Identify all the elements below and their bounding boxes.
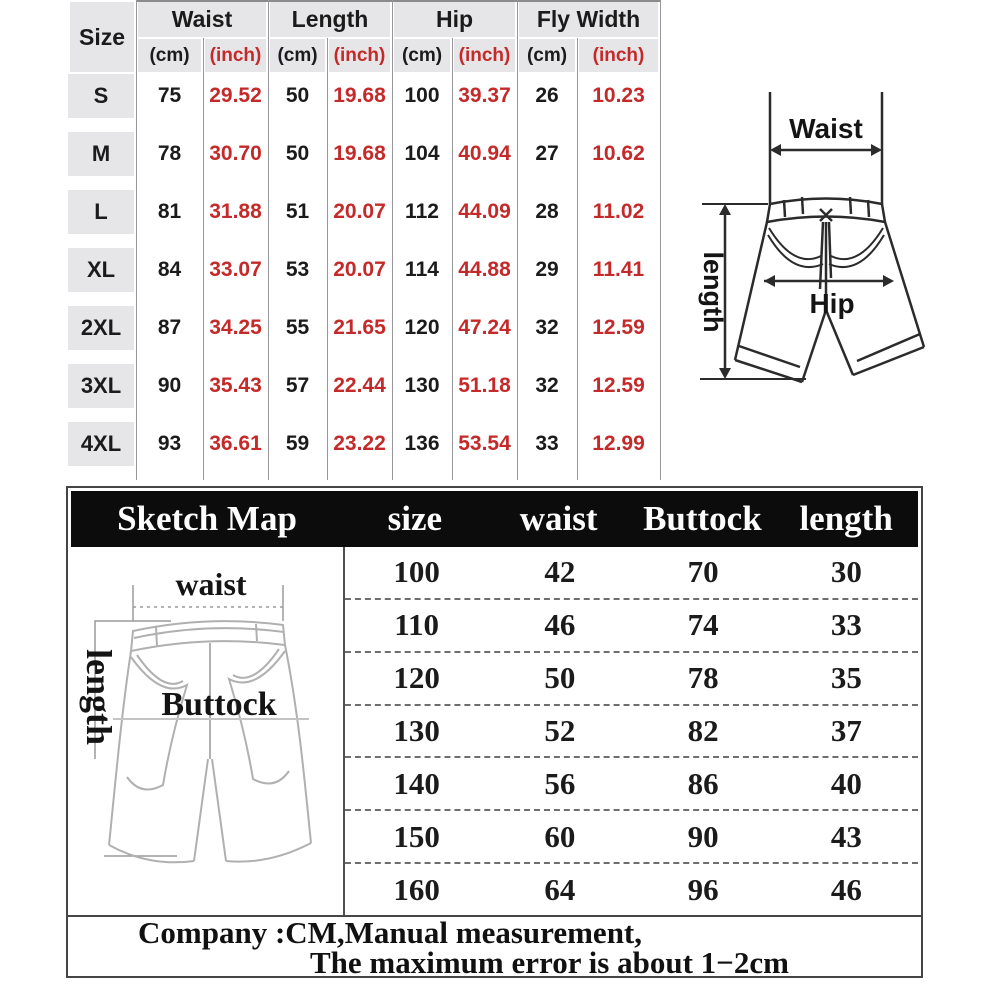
size-value-cell: 19.68 — [327, 74, 392, 118]
buttock-label: Buttock — [161, 686, 277, 723]
measurement-cell: 86 — [687, 765, 719, 801]
size-value-cell: 33.07 — [203, 248, 268, 292]
shorts-sketch-bottom — [71, 547, 343, 915]
size-value-cell: 44.09 — [452, 190, 517, 234]
measurement-cell: 74 — [687, 607, 719, 643]
footer-line-1: Company :CM,Manual measurement, — [138, 915, 643, 950]
table-line — [577, 38, 578, 480]
size-value-cell: 44.88 — [452, 248, 517, 292]
size-value-cell: 31.88 — [203, 190, 268, 234]
measurement-cell: 78 — [687, 660, 719, 696]
size-value-cell: 27 — [517, 132, 577, 176]
measurement-cell: 82 — [687, 713, 719, 748]
measurement-rows — [345, 547, 918, 915]
size-value-cell: 11.02 — [577, 190, 660, 234]
measurement-cell: 100 — [393, 554, 440, 590]
measurement-cell: 35 — [830, 660, 862, 696]
size-row-label: S — [68, 74, 134, 118]
size-value-cell: 47.24 — [452, 306, 517, 350]
size-value-cell: 23.22 — [327, 422, 392, 466]
length-label: length — [698, 251, 728, 333]
unit-inch: (inch) — [579, 39, 658, 72]
size-value-cell: 32 — [517, 306, 577, 350]
size-value-cell: 100 — [392, 74, 452, 118]
measurement-cell: 50 — [544, 660, 576, 696]
header-length: length — [799, 499, 893, 538]
measurement-cell: 40 — [830, 765, 862, 801]
arrowheads — [719, 144, 894, 379]
table-line — [203, 38, 204, 480]
size-value-cell: 120 — [392, 306, 452, 350]
size-row-label: 2XL — [68, 306, 134, 350]
size-value-cell: 57 — [268, 364, 327, 408]
col-header-size: Size — [70, 2, 134, 72]
measurement-cell: 140 — [393, 765, 440, 801]
hip-label: Hip — [809, 288, 855, 319]
size-value-cell: 130 — [392, 364, 452, 408]
shorts-sketch-top — [680, 86, 1000, 400]
table-row — [345, 864, 918, 915]
size-value-cell: 20.07 — [327, 190, 392, 234]
table-row — [345, 653, 918, 706]
measurement-cell: 160 — [393, 871, 440, 907]
size-row-label: L — [68, 190, 134, 234]
table-row — [345, 600, 918, 653]
table-line — [517, 0, 518, 480]
size-value-cell: 53 — [268, 248, 327, 292]
size-value-cell: 12.59 — [577, 306, 660, 350]
size-row-label: M — [68, 132, 134, 176]
measurement-cell: 37 — [830, 713, 862, 748]
measurement-cell: 42 — [544, 554, 576, 590]
size-value-cell: 11.41 — [577, 248, 660, 292]
waist-label: Waist — [789, 113, 863, 144]
measurement-cell: 96 — [687, 871, 719, 907]
measurement-cell: 56 — [544, 765, 576, 801]
table-row — [345, 811, 918, 864]
unit-cm: (cm) — [394, 39, 450, 72]
measurement-cell: 130 — [393, 713, 440, 748]
size-value-cell: 10.62 — [577, 132, 660, 176]
unit-inch: (inch) — [454, 39, 515, 72]
size-value-cell: 75 — [136, 74, 203, 118]
table-line — [136, 0, 137, 480]
measurement-cell: 52 — [544, 713, 576, 748]
chart-body — [71, 547, 918, 915]
measurement-cell: 43 — [830, 818, 862, 854]
size-value-cell: 12.99 — [577, 422, 660, 466]
size-value-cell: 104 — [392, 132, 452, 176]
sketch-map-chart — [66, 486, 923, 978]
size-value-cell: 26 — [517, 74, 577, 118]
size-value-cell: 12.59 — [577, 364, 660, 408]
measurement-cell: 70 — [687, 554, 719, 590]
table-line — [327, 38, 328, 480]
length-label: length — [79, 648, 119, 746]
header-buttock: Buttock — [643, 499, 762, 538]
size-value-cell: 114 — [392, 248, 452, 292]
table-row — [345, 758, 918, 811]
size-row-label: 4XL — [68, 422, 134, 466]
size-value-cell: 50 — [268, 132, 327, 176]
unit-inch: (inch) — [329, 39, 390, 72]
size-value-cell: 87 — [136, 306, 203, 350]
size-value-cell: 90 — [136, 364, 203, 408]
col-header-waist: Waist — [138, 2, 266, 37]
size-value-cell: 78 — [136, 132, 203, 176]
table-top-border — [136, 0, 660, 2]
header-sketch-map: Sketch Map — [117, 499, 297, 538]
size-value-cell: 59 — [268, 422, 327, 466]
size-row-label: XL — [68, 248, 134, 292]
size-value-cell: 112 — [392, 190, 452, 234]
size-value-cell: 10.23 — [577, 74, 660, 118]
footer-note — [68, 915, 921, 978]
size-value-cell: 35.43 — [203, 364, 268, 408]
size-value-cell: 20.07 — [327, 248, 392, 292]
chart-header-bar — [71, 491, 918, 547]
table-line — [660, 0, 661, 480]
col-header-length: Length — [270, 2, 390, 37]
col-header-hip: Hip — [394, 2, 515, 37]
unit-cm: (cm) — [519, 39, 575, 72]
size-value-cell: 29.52 — [203, 74, 268, 118]
size-value-cell: 19.68 — [327, 132, 392, 176]
size-value-cell: 51 — [268, 190, 327, 234]
measurement-cell: 30 — [830, 554, 862, 590]
footer-line-2: The maximum error is about 1−2cm — [310, 945, 789, 980]
measurement-cell: 150 — [393, 818, 440, 854]
size-value-cell: 34.25 — [203, 306, 268, 350]
size-value-cell: 29 — [517, 248, 577, 292]
size-value-cell: 21.65 — [327, 306, 392, 350]
waist-label: waist — [175, 566, 247, 602]
unit-inch: (inch) — [205, 39, 266, 72]
unit-cm: (cm) — [138, 39, 201, 72]
size-value-cell: 40.94 — [452, 132, 517, 176]
header-size: size — [387, 499, 443, 538]
size-value-cell: 136 — [392, 422, 452, 466]
table-row — [345, 706, 918, 759]
unit-cm: (cm) — [270, 39, 325, 72]
measurement-cell: 60 — [544, 818, 576, 854]
size-value-cell: 39.37 — [452, 74, 517, 118]
table-line — [452, 38, 453, 480]
shorts-outline — [109, 621, 311, 862]
header-waist: waist — [519, 499, 598, 538]
size-value-cell: 30.70 — [203, 132, 268, 176]
size-value-cell: 33 — [517, 422, 577, 466]
size-value-cell: 28 — [517, 190, 577, 234]
measurement-cell: 46 — [544, 607, 576, 643]
col-header-fly-width: Fly Width — [519, 2, 658, 37]
measurement-cell: 64 — [544, 871, 576, 907]
size-value-cell: 55 — [268, 306, 327, 350]
table-line — [392, 0, 393, 480]
measurement-cell: 90 — [687, 818, 719, 854]
size-table — [68, 0, 660, 482]
size-value-cell: 93 — [136, 422, 203, 466]
size-value-cell: 36.61 — [203, 422, 268, 466]
table-row — [345, 547, 918, 600]
size-value-cell: 84 — [136, 248, 203, 292]
size-value-cell: 81 — [136, 190, 203, 234]
measurement-cell: 46 — [830, 871, 862, 907]
measurement-cell: 33 — [830, 607, 862, 643]
size-value-cell: 50 — [268, 74, 327, 118]
size-value-cell: 53.54 — [452, 422, 517, 466]
measurement-cell: 110 — [394, 607, 440, 643]
size-value-cell: 32 — [517, 364, 577, 408]
sketch-map-cell — [71, 547, 345, 915]
measurement-cell: 120 — [393, 660, 440, 696]
table-line — [268, 0, 269, 480]
size-value-cell: 51.18 — [452, 364, 517, 408]
size-value-cell: 22.44 — [327, 364, 392, 408]
size-row-label: 3XL — [68, 364, 134, 408]
